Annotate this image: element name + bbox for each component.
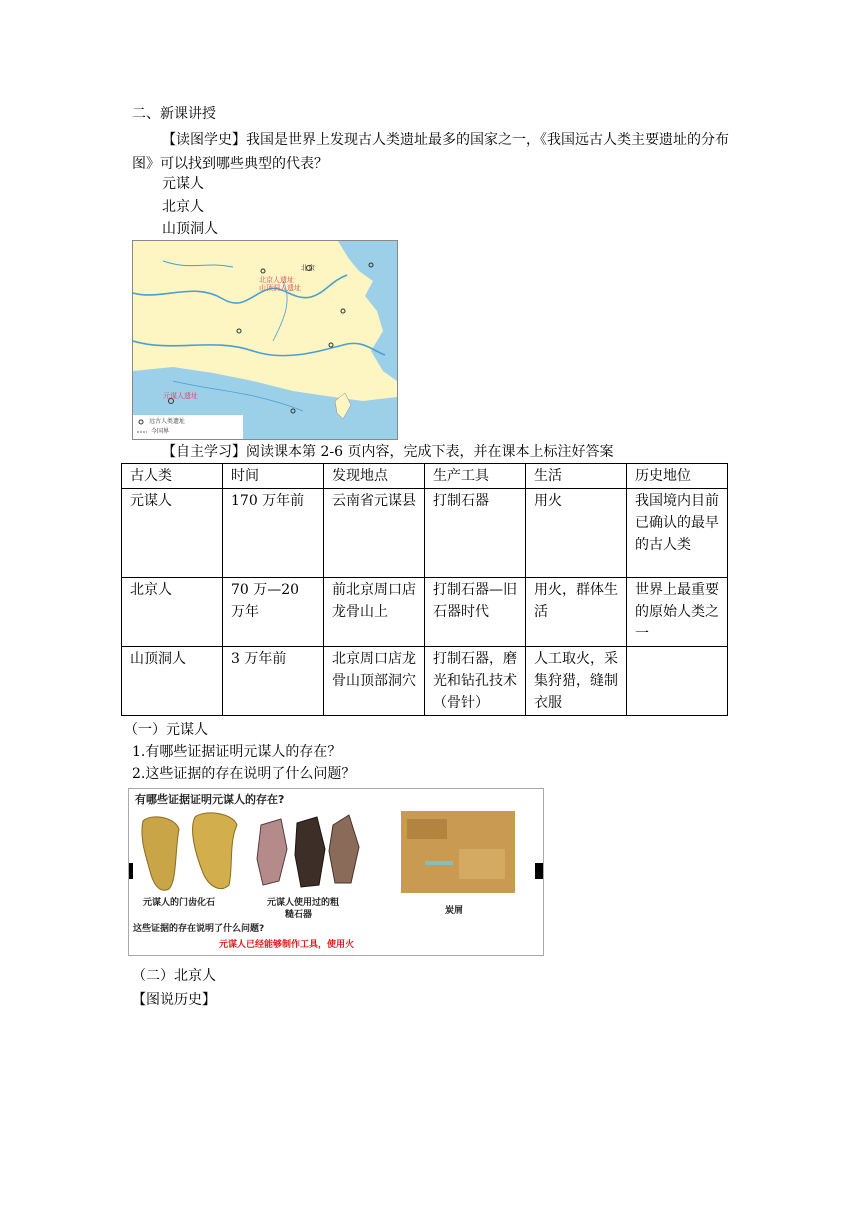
header-cell: 发现地点 xyxy=(324,464,425,489)
table-cell: 打制石器，磨光和钻孔技术（骨针） xyxy=(425,647,526,716)
caption-tools-2: 糙石器 xyxy=(285,910,313,920)
answer-peking: 北京人 xyxy=(162,199,204,215)
header-cell: 古人类 xyxy=(122,464,223,489)
self-study-text: 阅读课本第 2-6 页内容，完成下表，并在课本上标注好答案 xyxy=(246,444,614,460)
map-label-yuanmou-site: 元谋人遗址 xyxy=(163,392,198,400)
caption-ash: 炭屑 xyxy=(445,906,464,916)
table-row xyxy=(122,489,728,578)
table-cell: 北京周口店龙骨山顶部洞穴 xyxy=(324,647,425,716)
figure-answer: 元谋人已经能够制作工具，使用火 xyxy=(219,940,355,950)
self-study-paragraph xyxy=(162,442,613,462)
table-cell: 云南省元谋县 xyxy=(324,489,425,578)
caption-teeth: 元谋人的门齿化石 xyxy=(143,898,216,908)
yuanmou-heading: （一）元谋人 xyxy=(124,722,208,738)
read-map-paragraph xyxy=(132,128,732,176)
yuanmou-question-1: 1.有哪些证据证明元谋人的存在？ xyxy=(132,744,342,760)
answer-yuanmou: 元谋人 xyxy=(162,176,204,192)
table-cell: 北京人 xyxy=(122,578,223,647)
map-legend-site: 远古人类遗址 xyxy=(149,418,186,425)
table-cell: 70 万—20 万年 xyxy=(223,578,324,647)
table-cell: 元谋人 xyxy=(122,489,223,578)
caption-tools-1: 元谋人使用过的粗 xyxy=(267,898,340,908)
table-cell: 打制石器 xyxy=(425,489,526,578)
table-row xyxy=(122,647,728,716)
figure-question: 这些证据的存在说明了什么问题? xyxy=(133,924,265,934)
table-cell: 世界上最重要的原始人类之一 xyxy=(627,578,728,647)
table-cell: 用火 xyxy=(526,489,627,578)
table-cell: 打制石器—旧石器时代 xyxy=(425,578,526,647)
read-map-text: 我国是世界上发现古人类遗址最多的国家之一，《我国远古人类主要遗址的分布图》可以找到哪些典型的代表？ xyxy=(132,132,729,172)
table-cell xyxy=(627,647,728,716)
figure-title: 有哪些证据证明元谋人的存在? xyxy=(135,793,285,806)
header-cell: 历史地位 xyxy=(627,464,728,489)
peking-label: 【图说历史】 xyxy=(132,992,216,1008)
table-cell: 人工取火，采集狩猎，缝制衣服 xyxy=(526,647,627,716)
table-header-row xyxy=(122,464,728,489)
table-cell: 用火，群体生活 xyxy=(526,578,627,647)
header-cell: 生产工具 xyxy=(425,464,526,489)
section-heading: 二、新课讲授 xyxy=(132,106,216,122)
map-label-upper-cave-site: 山顶洞人遗址 xyxy=(259,284,301,292)
peking-heading: （二）北京人 xyxy=(132,968,216,984)
site-distribution-map xyxy=(132,240,398,440)
yuanmou-question-2: 2.这些证据的存在说明了什么问题？ xyxy=(132,766,356,782)
map-svg xyxy=(133,241,397,439)
read-map-label: 【读图学史】 xyxy=(162,132,246,148)
table-cell: 170 万年前 xyxy=(223,489,324,578)
header-cell: 时间 xyxy=(223,464,324,489)
map-label-peking-site: 北京人遗址 xyxy=(259,276,294,284)
answer-upper-cave: 山顶洞人 xyxy=(162,221,218,237)
table-cell: 3 万年前 xyxy=(223,647,324,716)
header-cell: 生活 xyxy=(526,464,627,489)
ancient-humans-table xyxy=(121,463,728,716)
table-row xyxy=(122,578,728,647)
table-cell: 我国境内目前已确认的最早的古人类 xyxy=(627,489,728,578)
table-cell: 山顶洞人 xyxy=(122,647,223,716)
self-study-label: 【自主学习】 xyxy=(162,444,246,460)
table-cell: 前北京周口店龙骨山上 xyxy=(324,578,425,647)
map-legend-border: 今国界 xyxy=(151,428,170,435)
map-label-beijing: 北京 xyxy=(301,264,315,272)
yuanmou-evidence-figure xyxy=(128,788,544,956)
